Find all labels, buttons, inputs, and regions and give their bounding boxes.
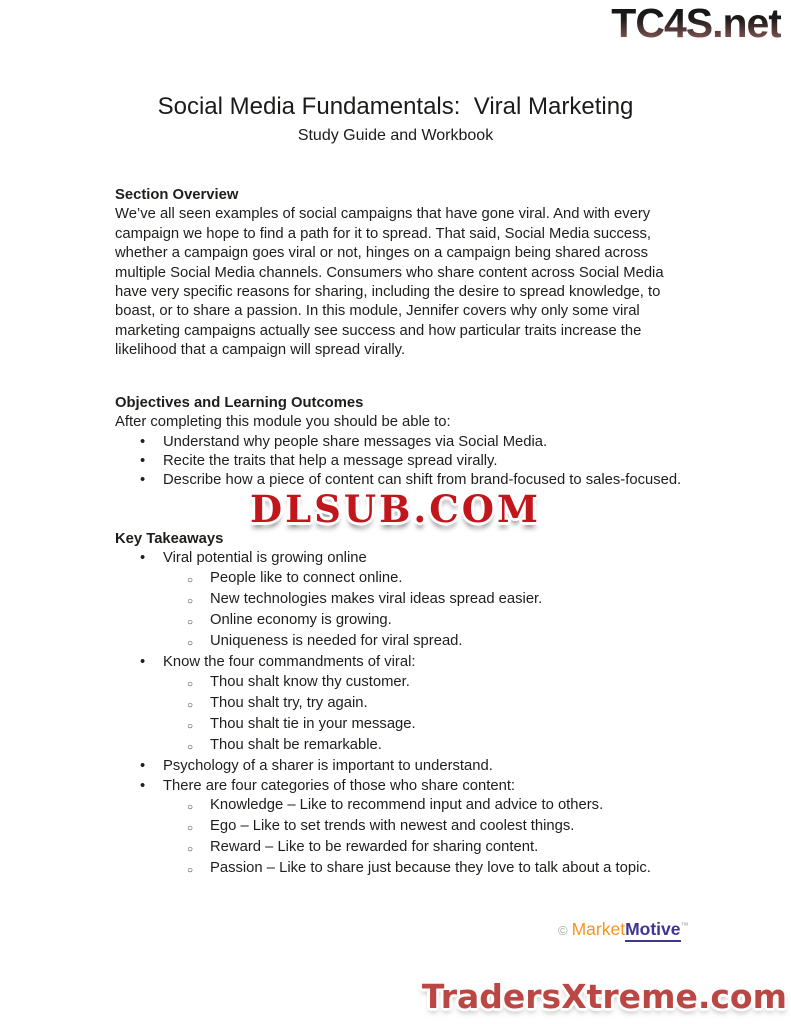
list-item bbox=[115, 632, 705, 653]
list-item bbox=[115, 777, 705, 796]
list-item bbox=[115, 715, 705, 736]
list-item bbox=[115, 433, 705, 452]
bullet-circle-icon: ○ bbox=[187, 678, 194, 690]
section-overview bbox=[115, 186, 687, 361]
key-takeaways-list bbox=[115, 549, 705, 880]
objectives-section bbox=[115, 394, 705, 490]
list-item-text: Online economy is growing. bbox=[210, 612, 392, 629]
bullet-circle-icon: ○ bbox=[187, 742, 194, 754]
list-item bbox=[115, 653, 705, 672]
list-item bbox=[115, 590, 705, 611]
objectives-list bbox=[115, 433, 705, 491]
list-item-text: Recite the traits that help a message spread virally. bbox=[163, 453, 498, 470]
list-item bbox=[115, 611, 705, 632]
bullet-circle-icon: ○ bbox=[187, 844, 194, 856]
bullet-circle-icon: ○ bbox=[187, 574, 194, 586]
list-item-text: Know the four commandments of viral: bbox=[163, 654, 416, 671]
bullet-circle-icon: ○ bbox=[187, 801, 194, 813]
bullet-circle-icon: ○ bbox=[187, 721, 194, 733]
dlsub-watermark: DLSUB.COM bbox=[250, 487, 541, 531]
bullet-circle-icon: ○ bbox=[187, 865, 194, 877]
bullet-circle-icon: ○ bbox=[187, 699, 194, 711]
section-overview-body: We’ve all seen examples of social campaigns that have gone viral. And with every campaign we hope to find a path for it to spread. That said, Social Media success, whether a campaign goes viral or not, hinges on a campaign being shared across multiple Social Media channels. Consumers who share content across Social Media have very specific reasons for sharing, including the desire to spread knowledge, to boast, or to share a passion. In this module, Jennifer covers why only some viral marketing campaigns actually see success and how particular traits increase the likelihood that a campaign will spread virally. bbox=[115, 206, 664, 359]
list-item bbox=[115, 569, 705, 590]
tc4s-watermark: TC4S.net bbox=[611, 0, 781, 46]
list-item bbox=[115, 757, 705, 776]
list-item bbox=[115, 736, 705, 757]
list-item-text: People like to connect online. bbox=[210, 569, 403, 586]
list-item-text: Understand why people share messages via Social Media. bbox=[163, 433, 548, 450]
objectives-heading: Objectives and Learning Outcomes bbox=[115, 395, 364, 411]
page-title: Social Media Fundamentals: Viral Marketing bbox=[157, 93, 634, 120]
marketmotive-logo bbox=[558, 919, 689, 942]
list-item-text: Thou shalt be remarkable. bbox=[210, 737, 382, 754]
page-subtitle: Study Guide and Workbook bbox=[297, 127, 494, 144]
list-item bbox=[115, 859, 705, 880]
list-item bbox=[115, 549, 705, 568]
list-item bbox=[115, 452, 705, 471]
bullet-dot-icon: • bbox=[140, 758, 146, 775]
bullet-dot-icon: • bbox=[140, 433, 146, 450]
trademark-symbol: ™ bbox=[680, 921, 689, 930]
list-item bbox=[115, 673, 705, 694]
tradersxtreme-watermark: TradersXtreme.com bbox=[421, 977, 787, 1016]
list-item-text: Thou shalt know thy customer. bbox=[210, 673, 410, 690]
copyright-icon: © bbox=[558, 923, 568, 938]
bullet-dot-icon: • bbox=[140, 472, 146, 489]
section-overview-heading: Section Overview bbox=[115, 187, 239, 203]
key-takeaways-section bbox=[115, 530, 705, 881]
list-item-text: New technologies makes viral ideas spread easier. bbox=[210, 590, 543, 607]
list-item-text: Reward – Like to be rewarded for sharing content. bbox=[210, 839, 539, 856]
bullet-dot-icon: • bbox=[140, 777, 146, 794]
list-item-text: Uniqueness is needed for viral spread. bbox=[210, 633, 463, 650]
list-item-text: Passion – Like to share just because they love to talk about a topic. bbox=[210, 860, 651, 877]
list-item-text: Psychology of a sharer is important to understand. bbox=[163, 758, 493, 775]
list-item-text: Knowledge – Like to recommend input and advice to others. bbox=[210, 796, 604, 813]
bullet-circle-icon: ○ bbox=[187, 638, 194, 650]
list-item bbox=[115, 838, 705, 859]
bullet-dot-icon: • bbox=[140, 550, 146, 567]
bullet-dot-icon: • bbox=[140, 453, 146, 470]
list-item-text: Thou shalt try, try again. bbox=[210, 694, 368, 711]
key-takeaways-heading: Key Takeaways bbox=[115, 531, 224, 547]
brand-motive: Motive bbox=[625, 919, 680, 942]
objectives-intro: After completing this module you should be able to: bbox=[115, 414, 451, 431]
list-item-text: Viral potential is growing online bbox=[163, 550, 367, 567]
bullet-circle-icon: ○ bbox=[187, 617, 194, 629]
list-item bbox=[115, 796, 705, 817]
bullet-circle-icon: ○ bbox=[187, 595, 194, 607]
bullet-circle-icon: ○ bbox=[187, 823, 194, 835]
list-item bbox=[115, 694, 705, 715]
list-item-text: There are four categories of those who share content: bbox=[163, 777, 516, 794]
list-item-text: Ego – Like to set trends with newest and coolest things. bbox=[210, 818, 575, 835]
bullet-dot-icon: • bbox=[140, 654, 146, 671]
brand-market: Market bbox=[571, 919, 626, 939]
list-item bbox=[115, 817, 705, 838]
list-item-text: Thou shalt tie in your message. bbox=[210, 716, 416, 733]
list-item-text: Describe how a piece of content can shift from brand-focused to sales-focused. bbox=[163, 472, 682, 489]
